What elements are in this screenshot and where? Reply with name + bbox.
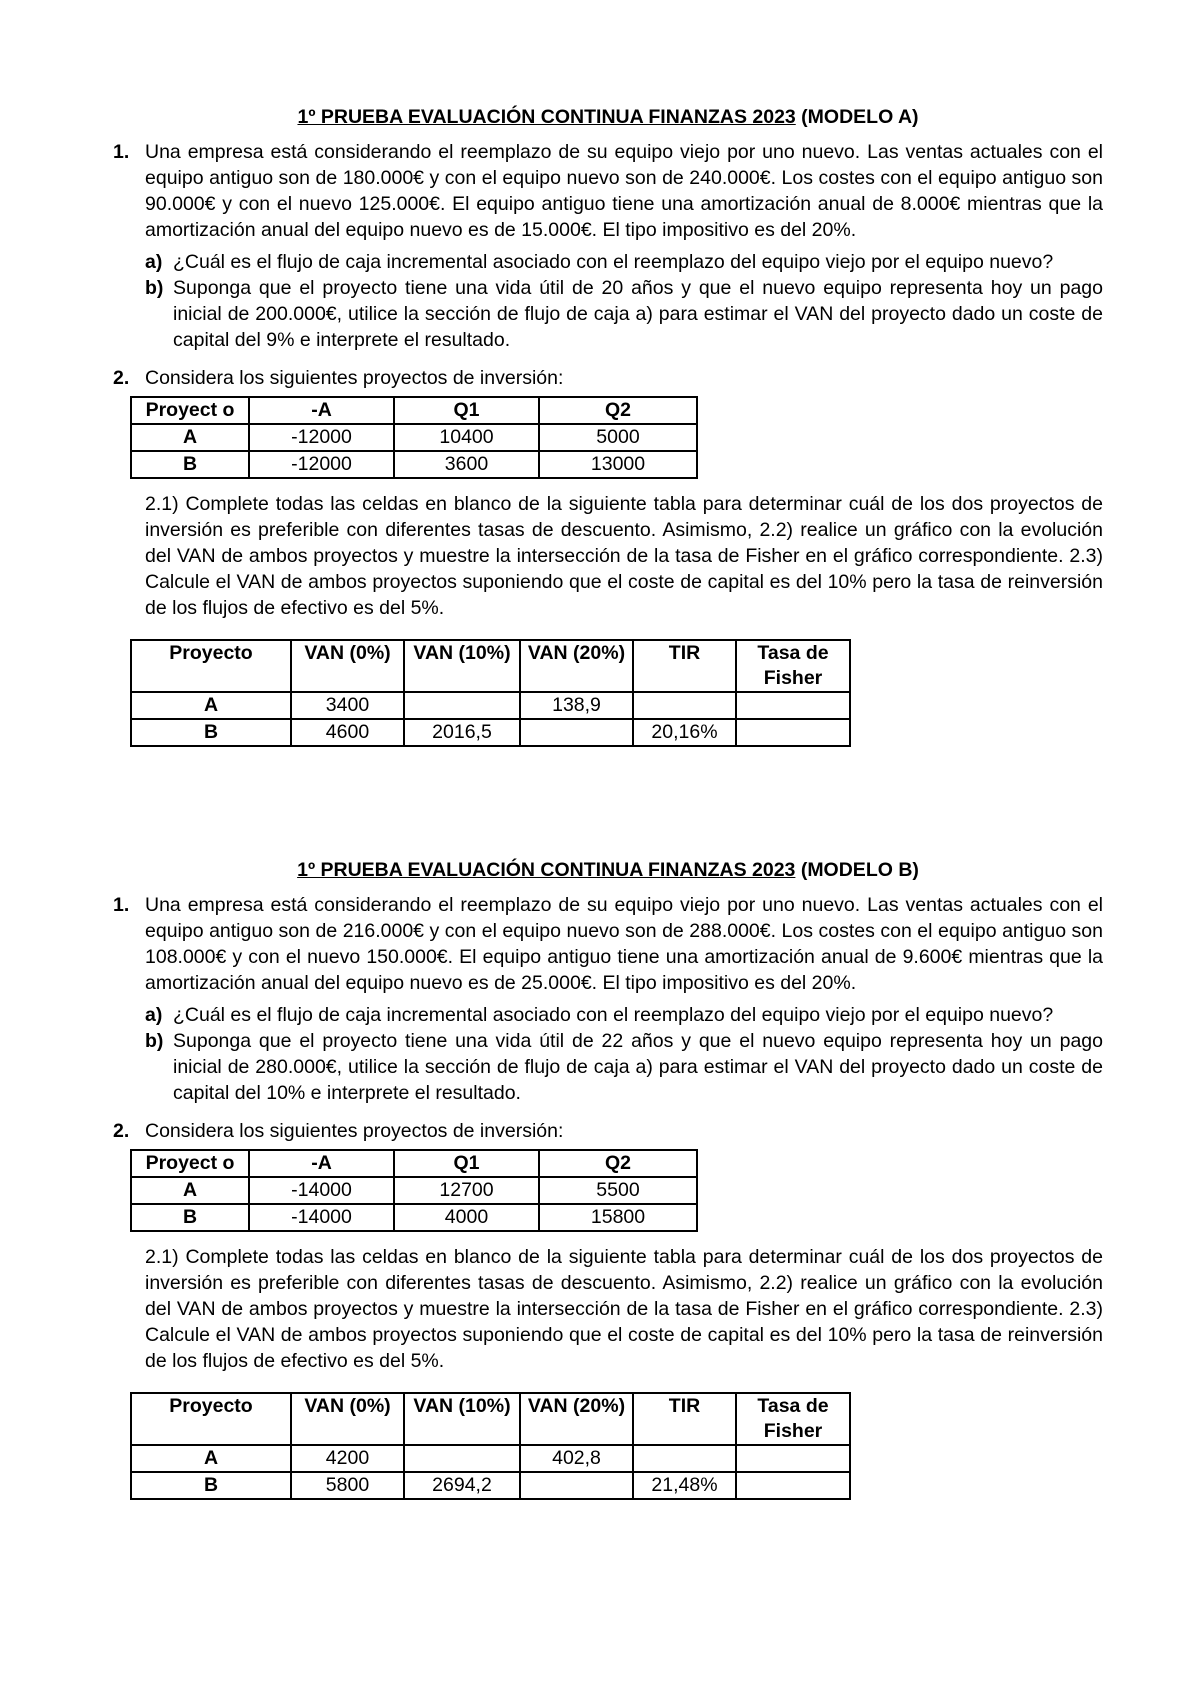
table-row (131, 1204, 697, 1231)
blank-cell (633, 692, 736, 719)
row-label: A (131, 692, 291, 719)
model-b-question-1b (113, 1028, 1103, 1106)
table-row (131, 1472, 850, 1499)
subquestion-label: b) (145, 1030, 164, 1052)
table-cell: -12000 (249, 451, 394, 478)
model-a-question-1b (113, 275, 1103, 353)
header-cell: Proyect o (131, 1150, 249, 1177)
row-label: B (131, 719, 291, 746)
model-b-question-2-detail: 2.1) Complete todas las celdas en blanco de la siguiente tabla para determinar cuál de los dos proyectos de inversión es preferible con diferentes tasas de descuento. Asimismo, 2.2) realice un gráfico con la evolución del VAN de ambos proyectos y muestre la intersección de la tasa de Fisher en el gráfico correspondiente. 2.3) Calcule el VAN de ambos proyectos suponiendo que el coste de capital es del 10% pero la tasa de reinversión de los flujos de efectivo es del 5%. (145, 1246, 1103, 1372)
question-number: 1. (113, 894, 130, 916)
subquestion-text: Suponga que el proyecto tiene una vida útil de 22 años y que el nuevo equipo representa hoy un pago inicial de 280.000€, utilice la sección de flujo de caja a) para estimar el VAN del proyecto dado un coste de capital del 10% e interprete el resultado. (173, 1030, 1103, 1104)
table-cell: -14000 (249, 1177, 394, 1204)
table-cell: 5500 (539, 1177, 697, 1204)
model-b-question-1a (113, 1002, 1103, 1028)
question-number: 1. (113, 141, 130, 163)
header-cell: VAN (0%) (291, 640, 404, 692)
table-cell: -12000 (249, 424, 394, 451)
model-a-question-2-detail: 2.1) Complete todas las celdas en blanco de la siguiente tabla para determinar cuál de los dos proyectos de inversión es preferible con diferentes tasas de descuento. Asimismo, 2.2) realice un gráfico con la evolución del VAN de ambos proyectos y muestre la intersección de la tasa de Fisher en el gráfico correspondiente. 2.3) Calcule el VAN de ambos proyectos suponiendo que el coste de capital es del 10% pero la tasa de reinversión de los flujos de efectivo es del 5%. (145, 493, 1103, 619)
table-row (131, 424, 697, 451)
table-cell: 4000 (394, 1204, 539, 1231)
blank-cell (736, 1445, 850, 1472)
header-cell: Proyect o (131, 397, 249, 424)
table-cell: 12700 (394, 1177, 539, 1204)
table-cell: 138,9 (520, 692, 633, 719)
table-cell: 2016,5 (404, 719, 520, 746)
blank-cell (520, 719, 633, 746)
header-cell: VAN (20%) (520, 1393, 633, 1445)
model-b-cashflow-table (130, 1149, 698, 1232)
table-header-row (131, 1150, 697, 1177)
header-cell: Tasa de Fisher (736, 1393, 850, 1445)
header-cell: Proyecto (131, 1393, 291, 1445)
blank-cell (736, 1472, 850, 1499)
table-row (131, 692, 850, 719)
header-cell: VAN (0%) (291, 1393, 404, 1445)
header-cell: Proyecto (131, 640, 291, 692)
blank-cell (404, 692, 520, 719)
table-cell: 402,8 (520, 1445, 633, 1472)
table-cell: 4600 (291, 719, 404, 746)
table-cell: 5800 (291, 1472, 404, 1499)
table-cell: 4200 (291, 1445, 404, 1472)
question-number: 2. (113, 1120, 130, 1142)
model-a-section (113, 104, 1103, 747)
table-cell: 5000 (539, 424, 697, 451)
subquestion-text: ¿Cuál es el flujo de caja incremental asociado con el reemplazo del equipo viejo por el equipo nuevo? (173, 1004, 1054, 1026)
table-header-row (131, 1393, 850, 1445)
table-cell: 20,16% (633, 719, 736, 746)
row-label: B (131, 1472, 291, 1499)
model-a-van-table (130, 639, 851, 747)
header-cell: Q2 (539, 397, 697, 424)
table-row (131, 1445, 850, 1472)
blank-cell (736, 719, 850, 746)
table-cell: 21,48% (633, 1472, 736, 1499)
header-cell: -A (249, 1150, 394, 1177)
row-label: A (131, 1445, 291, 1472)
row-label: B (131, 1204, 249, 1231)
table-cell: 15800 (539, 1204, 697, 1231)
blank-cell (736, 692, 850, 719)
header-cell: TIR (633, 1393, 736, 1445)
row-label: A (131, 1177, 249, 1204)
table-header-row (131, 640, 850, 692)
blank-cell (633, 1445, 736, 1472)
model-a-question-2 (113, 365, 1103, 391)
subquestion-text: Suponga que el proyecto tiene una vida útil de 20 años y que el nuevo equipo representa hoy un pago inicial de 200.000€, utilice la sección de flujo de caja a) para estimar el VAN del proyecto dado un coste de capital del 9% e interprete el resultado. (173, 277, 1103, 351)
table-cell: 10400 (394, 424, 539, 451)
header-cell: VAN (10%) (404, 1393, 520, 1445)
table-cell: 3600 (394, 451, 539, 478)
header-cell: -A (249, 397, 394, 424)
model-b-question-1 (113, 892, 1103, 996)
model-b-section (113, 857, 1103, 1500)
header-cell: Tasa de Fisher (736, 640, 850, 692)
subquestion-label: b) (145, 277, 164, 299)
header-cell: Q1 (394, 397, 539, 424)
question-text: Considera los siguientes proyectos de inversión: (145, 367, 564, 389)
table-row (131, 1177, 697, 1204)
subquestion-label: a) (145, 1004, 163, 1026)
model-b-van-table (130, 1392, 851, 1500)
table-cell: 2694,2 (404, 1472, 520, 1499)
row-label: B (131, 451, 249, 478)
model-b-question-2 (113, 1118, 1103, 1144)
table-row (131, 451, 697, 478)
model-b-title: 1º PRUEBA EVALUACIÓN CONTINUA FINANZAS 2023 (MODELO B) (297, 859, 919, 881)
table-cell: 3400 (291, 692, 404, 719)
table-cell: 13000 (539, 451, 697, 478)
header-cell: TIR (633, 640, 736, 692)
model-a-question-1a (113, 249, 1103, 275)
subquestion-text: ¿Cuál es el flujo de caja incremental asociado con el reemplazo del equipo viejo por el equipo nuevo? (173, 251, 1054, 273)
table-header-row (131, 397, 697, 424)
question-text: Considera los siguientes proyectos de inversión: (145, 1120, 564, 1142)
table-cell: -14000 (249, 1204, 394, 1231)
header-cell: VAN (10%) (404, 640, 520, 692)
model-a-question-1 (113, 139, 1103, 243)
blank-cell (520, 1472, 633, 1499)
header-cell: Q2 (539, 1150, 697, 1177)
table-row (131, 719, 850, 746)
row-label: A (131, 424, 249, 451)
header-cell: VAN (20%) (520, 640, 633, 692)
subquestion-label: a) (145, 251, 163, 273)
model-a-cashflow-table (130, 396, 698, 479)
header-cell: Q1 (394, 1150, 539, 1177)
question-text: Una empresa está considerando el reemplazo de su equipo viejo por uno nuevo. Las ventas actuales con el equipo antiguo son de 216.000€ y con el equipo nuevo son de 288.000€. Los costes con el equipo antiguo son 108.000€ y con el nuevo 150.000€. El equipo antiguo tiene una amortización anual de 9.600€ mientras que la amortización anual del equipo nuevo es de 25.000€. El tipo impositivo es del 20%. (145, 894, 1103, 994)
question-number: 2. (113, 367, 130, 389)
question-text: Una empresa está considerando el reemplazo de su equipo viejo por uno nuevo. Las ventas actuales con el equipo antiguo son de 180.000€ y con el equipo nuevo son de 240.000€. Los costes con el equipo antiguo son 90.000€ y con el nuevo 125.000€. El equipo antiguo tiene una amortización anual de 8.000€ mientras que la amortización anual del equipo nuevo es de 15.000€. El tipo impositivo es del 20%. (145, 141, 1103, 241)
blank-cell (404, 1445, 520, 1472)
model-a-title: 1º PRUEBA EVALUACIÓN CONTINUA FINANZAS 2023 (MODELO A) (297, 106, 919, 128)
